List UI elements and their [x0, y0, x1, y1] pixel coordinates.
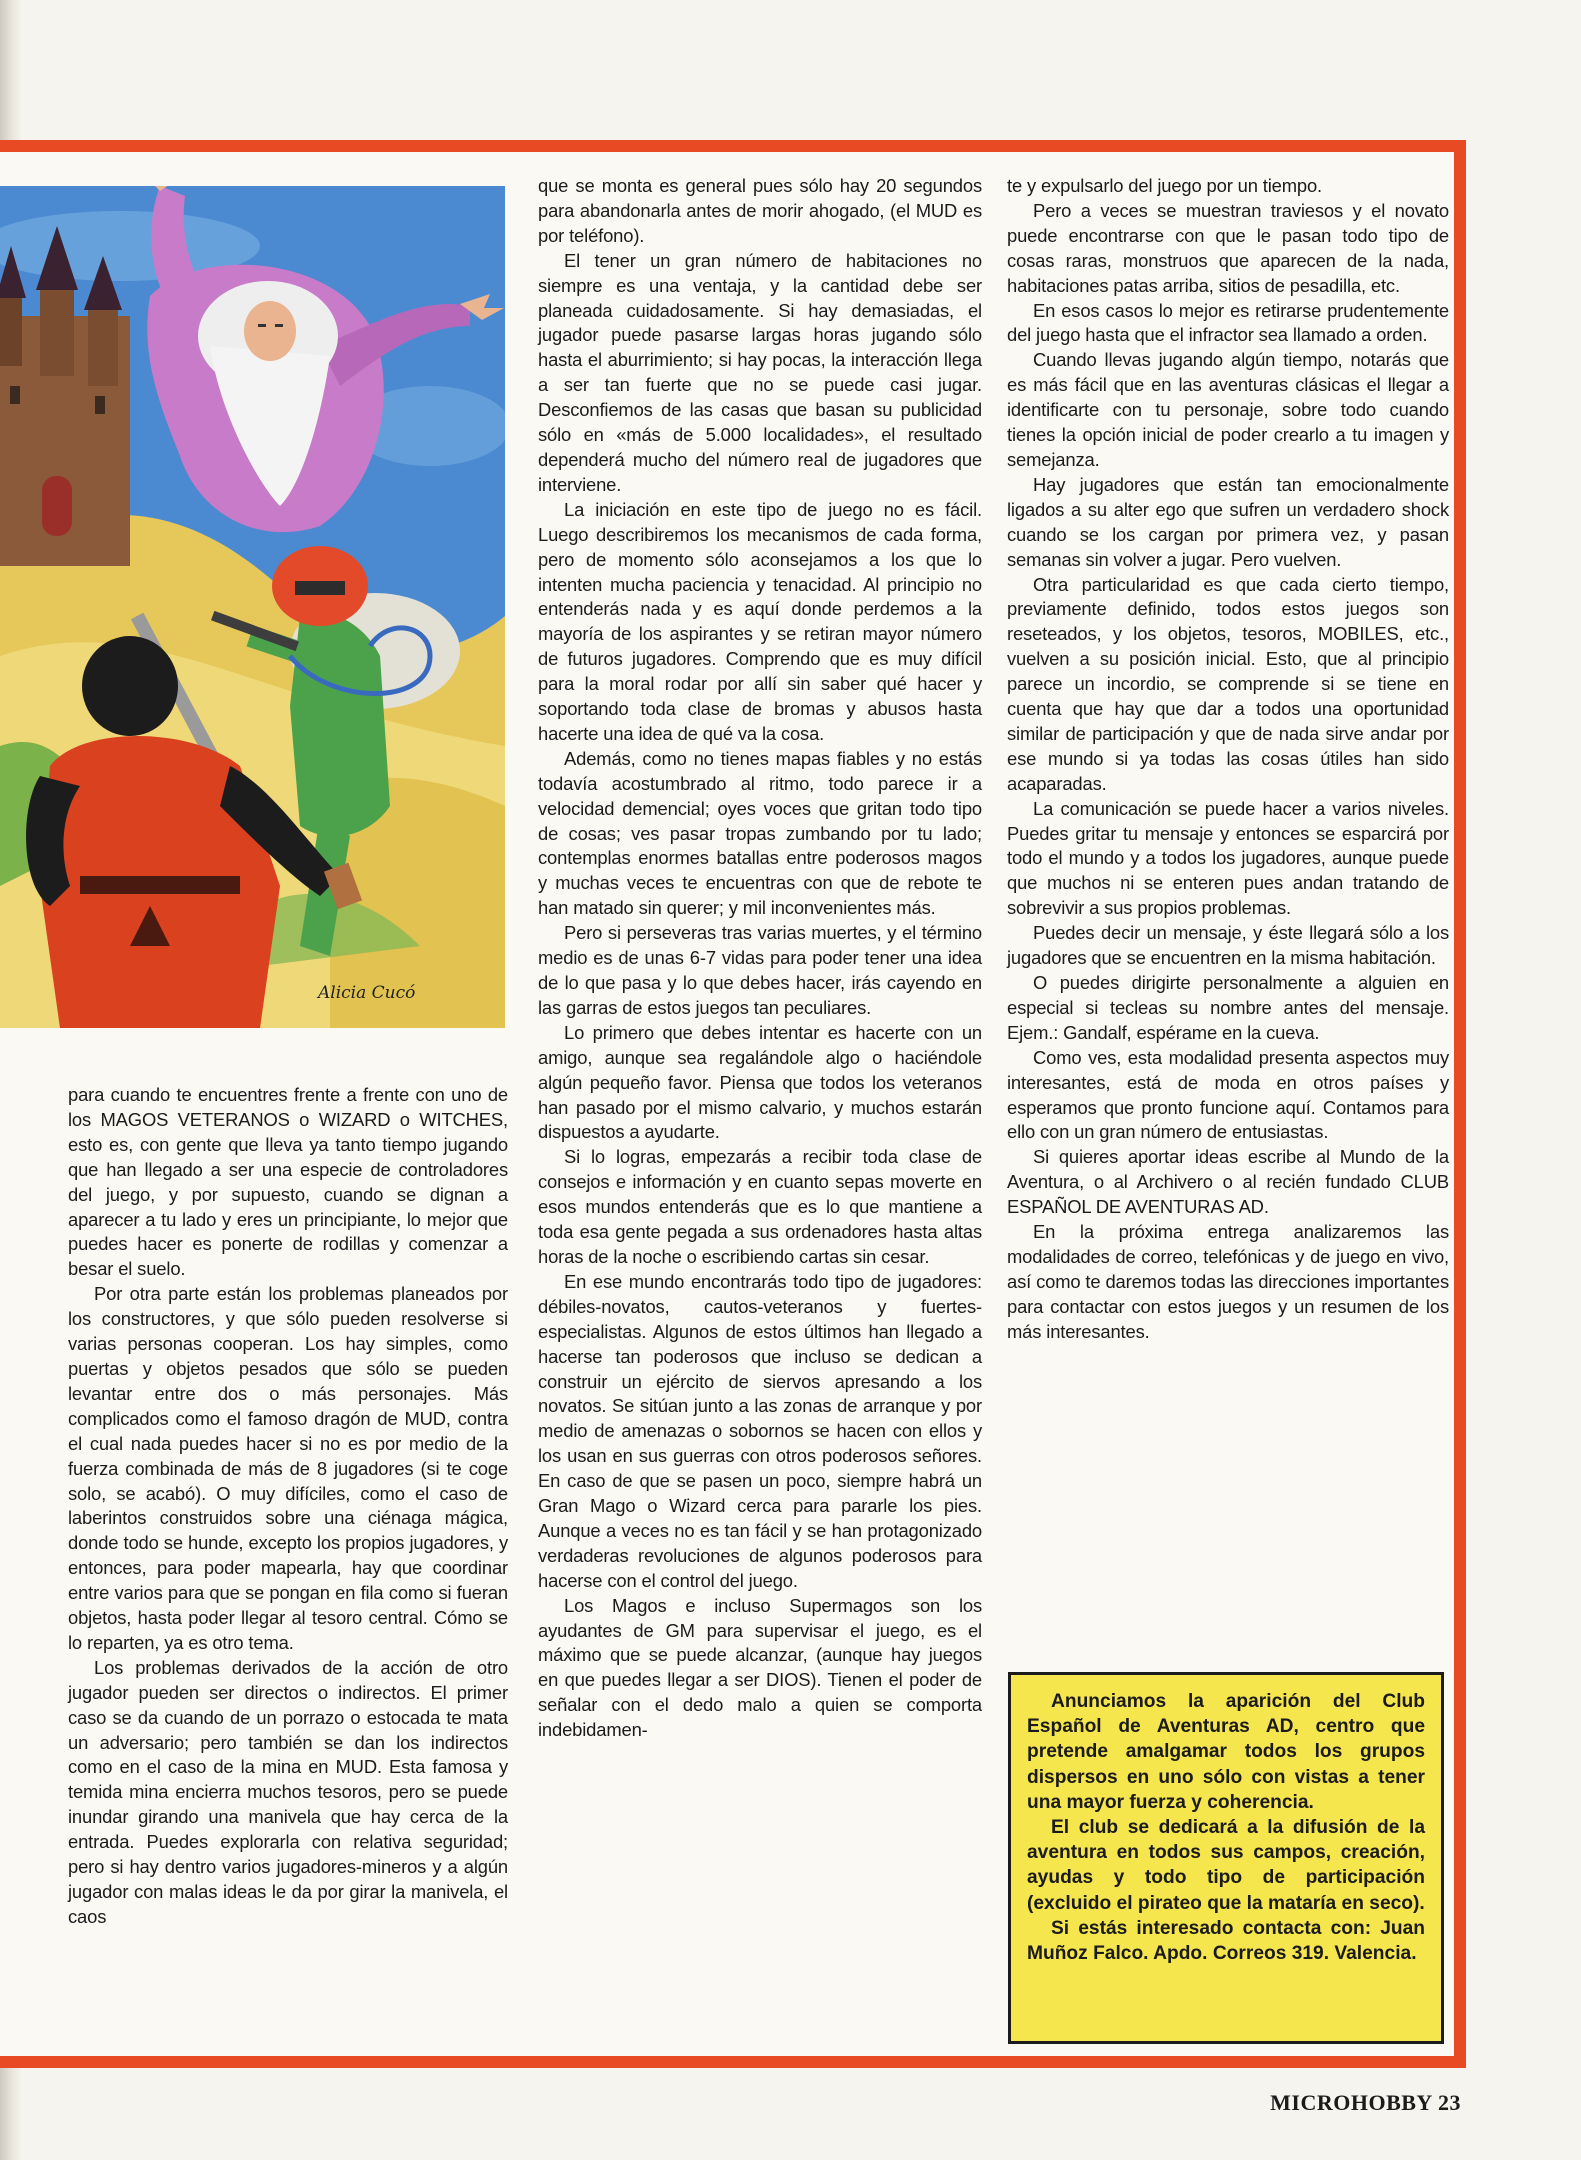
- col3-paragraph: O puedes dirigirte personalmente a alguien en especial si tecleas su nombre antes del mensaje. Ejem.: Gandalf, espérame en la cueva.: [1007, 972, 1449, 1043]
- col3-paragraph: Cuando llevas jugando algún tiempo, notarás que es más fácil que en las aventuras clásicas el llegar a identificarte con tu personaje, sobre todo cuando tienes la opción inicial de poder crearlo a tu imagen y semejanza.: [1007, 349, 1449, 470]
- col3-paragraph: Puedes decir un mensaje, y éste llegará sólo a los jugadores que se encuentren en la misma habitación.: [1007, 922, 1449, 969]
- col2-paragraph: que se monta es general pues sólo hay 20 segundos para abandonarla antes de morir ahogado, (el MUD es por teléfono).: [538, 175, 982, 246]
- col3-paragraph: Como ves, esta modalidad presenta aspectos muy interesantes, está de moda en otros países y esperamos que pronto funcione aquí. Contamos para ello con un gran número de entusiastas.: [1007, 1046, 1449, 1143]
- article-column-2: [538, 174, 982, 1743]
- col2-paragraph: Si lo logras, empezarás a recibir toda clase de consejos e información y en cuanto sepas moverte en esos mundos entenderás que es lo que mantiene a toda esa gente pegada a sus ordenadores hasta altas horas de la noche o escribiendo cartas sin cesar.: [538, 1146, 982, 1267]
- article-column-3: [1007, 174, 1449, 1345]
- magazine-name: MICROHOBBY: [1270, 2090, 1432, 2115]
- col3-paragraph: Si quieres aportar ideas escribe al Mundo de la Aventura, o al Archivero o al recién fundado CLUB ESPAÑOL DE AVENTURAS AD.: [1007, 1146, 1449, 1218]
- col2-paragraph: El tener un gran número de habitaciones no siempre es una ventaja, y la cantidad debe ser planeada cuidadosamente. Si hay demasiadas, el jugador puede pasarse largas horas jugando sólo hasta el aburrimiento; si hay pocas, la interacción llega a ser tan fuerte que no se puede casi jugar. Desconfiemos de las casas que basan su publicidad sólo en «más de 5.000 localidades», el resultado dependerá mucho del número real de jugadores que interviene.: [538, 249, 982, 495]
- col2-paragraph: La iniciación en este tipo de juego no es fácil. Luego describiremos los mecanismos de cada forma, pero de momento sólo aconsejamos a los que lo intenten mucha paciencia y tenacidad. Al principio no entenderás nada y es aquí donde perdemos a la mayoría de los aspirantes y se retiran mayor número de futuros jugadores. Comprendo que es muy difícil para la moral rodar por allí sin saber qué hacer y soportando toda clase de bromas y abusos hasta hacerte una idea de qué va la cosa.: [538, 498, 982, 744]
- col3-paragraph: Otra particularidad es que cada cierto tiempo, previamente definido, todos estos juegos son reseteados, y los objetos, tesoros, MOBILES, etc., vuelven a su posición inicial. Esto, que al principio parece un incordio, se comprende si se tiene en cuenta que hay que dar a todos una oportunidad similar de participación y que de nada sirve andar por ese mundo si ya todas las cosas útiles han sido acaparadas.: [1007, 573, 1449, 794]
- notice-paragraph: Si estás interesado contacta con: Juan Muñoz Falco. Apdo. Correos 319. Valencia.: [1027, 1917, 1425, 1965]
- col3-paragraph: En la próxima entrega analizaremos las modalidades de correo, telefónicas y de juego en vivo, así como te daremos todas las direcciones importantes para contactar con estos juegos y un resumen de los más interesantes.: [1007, 1221, 1449, 1342]
- notice-paragraph: El club se dedicará a la difusión de la aventura en todos sus campos, creación, ayudas y todo tipo de participación (excluido el pirateo que la mataría en seco).: [1027, 1817, 1425, 1914]
- notice-paragraph: Anunciamos la aparición del Club Español de Aventuras AD, centro que pretende amalgamar todos los grupos dispersos en uno sólo con vistas a tener una mayor fuerza y coherencia.: [1027, 1691, 1425, 1813]
- col2-paragraph: En ese mundo encontrarás todo tipo de jugadores: débiles-novatos, cautos-veteranos y fuertes-especialistas. Algunos de estos últimos han llegado a hacerse tan poderosos que incluso se dedican a construir un ejército de siervos apresando a los novatos. Se sitúan junto a las zonas de arranque y por medio de amenazas o sobornos se hacen con ellos y los usan en sus guerras con otros poderosos señores. En caso de que se pasen un poco, siempre habrá un Gran Mago o Wizard cerca para pararle los pies. Aunque a veces no es tan fácil y se han protagonizado verdaderas revoluciones de algunos poderosos para hacerse con el control del juego.: [538, 1270, 982, 1591]
- page-number: 23: [1438, 2090, 1461, 2115]
- col3-paragraph: En esos casos lo mejor es retirarse prudentemente del juego hasta que el infractor sea llamado a orden.: [1007, 299, 1449, 346]
- col3-paragraph: Hay jugadores que están tan emocionalmente ligados a su alter ego que sufren un verdadero shock cuando se los cargan por primera vez, y pasan semanas sin volver a jugar. Pero vuelven.: [1007, 473, 1449, 570]
- col3-paragraph: Pero a veces se muestran traviesos y el novato puede encontrarse con que le pasan todo tipo de cosas raras, monstruos que aparecen de la nada, habitaciones patas arriba, sitios de pesadilla, etc.: [1007, 199, 1449, 296]
- artist-signature: Alicia Cucó: [318, 983, 416, 1003]
- col2-paragraph: Además, como no tienes mapas fiables y no estás todavía acostumbrado al ritmo, todo parece ir a velocidad demencial; oyes voces que gritan todo tipo de cosas; ves pasar tropas zumbando por tu lado; contemplas enormes batallas entre poderosos magos y muchas veces te encuentras con que de rebote te han matado sin querer; y mil inconvenientes más.: [538, 747, 982, 919]
- col1-paragraph: Los problemas derivados de la acción de otro jugador pueden ser directos o indirectos. El primer caso se da cuando de un porrazo o estocada te mata un adversario; pero también se dan los indirectos como en el caso de la mina en MUD. Esta famosa y temida mina encierra muchos tesoros, pero se puede inundar girando una manivela que hay cerca de la entrada. Puedes explorarla con relativa seguridad; pero si hay dentro varios jugadores-mineros y a algún jugador con malas ideas le da por girar la manivela, el caos: [68, 1656, 508, 1927]
- page-footer: [1270, 2090, 1461, 2116]
- col1-paragraph: para cuando te encuentres frente a frente con uno de los MAGOS VETERANOS o WIZARD o WITCHES, esto es, con gente que lleva ya tanto tiempo jugando que han llegado a ser una especie de controladores del juego, y por supuesto, cuando se dignan a aparecer a tu lado y eres un principiante, lo mejor que puedes hacer es ponerte de rodillas y comenzar a besar el suelo.: [68, 1084, 508, 1280]
- col2-paragraph: Pero si perseveras tras varias muertes, y el término medio es de unas 6-7 vidas para poder tener una idea de lo que pasa y lo que debes hacer, irás cayendo en las garras de estos juegos tan peculiares.: [538, 922, 982, 1018]
- illustration: [0, 186, 505, 1028]
- col2-paragraph: Los Magos e incluso Supermagos son los ayudantes de GM para supervisar el juego, es el máximo que se puede alcanzar, (aunque hay juegos en que puedes llegar a ser DIOS). Tienen el poder de señalar con el dedo malo a quien se comporta indebidamen-: [538, 1594, 982, 1741]
- club-notice-box: [1008, 1672, 1444, 2044]
- col3-paragraph: te y expulsarlo del juego por un tiempo.: [1007, 175, 1323, 196]
- col1-paragraph: Por otra parte están los problemas planeados por los constructores, y que sólo pueden resolverse si varias personas cooperan. Los hay simples, como puertas y objetos pesados que sólo se pueden levantar entre dos o más personajes. Más complicados como el famoso dragón de MUD, contra el cual nada puedes hacer si no es por medio de la fuerza combinada de más de 8 jugadores (si te coge solo, se acabó). O muy difíciles, como el caso de laberintos construidos sobre una ciénaga mágica, donde todo se hunde, excepto los propios jugadores, y entonces, para poder mapearla, hay que coordinar entre varios para que se pongan en fila como si fueran objetos, hasta poder llegar al tesoro central. Cómo se lo reparten, ya es otro tema.: [68, 1283, 508, 1653]
- article-column-1: [68, 1083, 508, 1930]
- col3-paragraph: La comunicación se puede hacer a varios niveles. Puedes gritar tu mensaje y entonces se esparcirá por todo el mundo y a todos los jugadores, aunque puede que muchos ni se enteren pues andan tratando de sobrevivir a sus propios problemas.: [1007, 797, 1449, 919]
- col2-paragraph: Lo primero que debes intentar es hacerte con un amigo, aunque sea regalándole algo o haciéndole algún pequeño favor. Piensa que todos los veteranos han pasado por el mismo calvario, y muchos estarán dispuestos a ayudarte.: [538, 1021, 982, 1143]
